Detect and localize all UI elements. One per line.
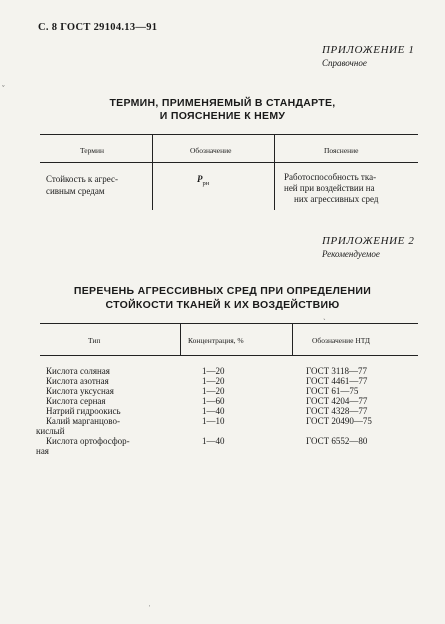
appendix2-title-line2: СТОЙКОСТИ ТКАНЕЙ К ИХ ВОЗДЕЙСТВИЮ (105, 299, 340, 311)
term-line1: Стойкость к агрес- (46, 174, 118, 184)
row-type: Кислота соляная (46, 366, 110, 376)
scan-speck: ˈ (148, 604, 151, 613)
row-ntd: ГОСТ 6552—80 (306, 436, 368, 446)
explanation-line2: ней при воздействии на (284, 183, 375, 193)
symbol-sub: рн (202, 179, 210, 187)
appendix2-title-line1: ПЕРЕЧЕНЬ АГРЕССИВНЫХ СРЕД ПРИ ОПРЕДЕЛЕНИИ (73, 285, 372, 297)
table1-col-term: Термин (80, 146, 105, 155)
row-concentration: 1—10 (202, 416, 225, 426)
appendix1-title-line1: ТЕРМИН, ПРИМЕНЯЕМЫЙ В СТАНДАРТЕ, (109, 97, 336, 109)
appendix2-status: Рекомендуемое (322, 249, 380, 259)
appendix1-label: ПРИЛОЖЕНИЕ 1 (322, 44, 415, 56)
table2-top-rule (40, 323, 418, 324)
table1-top-rule (40, 134, 418, 135)
page-header: С. 8 ГОСТ 29104.13—91 (38, 22, 158, 33)
scan-speck: ˏ (323, 311, 326, 320)
appendix2-label: ПРИЛОЖЕНИЕ 2 (322, 235, 415, 247)
table1-col-explanation: Пояснение (324, 146, 359, 155)
table2-header-rule (40, 355, 418, 356)
row-concentration: 1—20 (202, 386, 225, 396)
table2-col-divider-2 (292, 323, 293, 355)
table1-col-divider-1 (152, 134, 153, 210)
term-line2: сивным средам (46, 186, 105, 196)
row-type: Натрий гидроокись (46, 406, 121, 416)
explanation-line3: них агрессивных сред (294, 194, 379, 204)
row-type: Калий марганцово- (46, 416, 120, 426)
symbol (197, 174, 209, 189)
row-ntd: ГОСТ 61—75 (306, 386, 359, 396)
appendix1-title-line2: И ПОЯСНЕНИЕ К НЕМУ (159, 110, 286, 122)
scan-speck: ˇ (2, 84, 5, 93)
row-type-continued: кислый (36, 426, 65, 436)
row-concentration: 1—20 (202, 366, 225, 376)
row-concentration: 1—40 (202, 436, 225, 446)
row-concentration: 1—20 (202, 376, 225, 386)
row-ntd: ГОСТ 20490—75 (306, 416, 372, 426)
symbol-main: P (197, 174, 203, 184)
table1-col-symbol: Обозначение (190, 146, 232, 155)
explanation-line1: Работоспособность тка- (284, 172, 377, 182)
row-ntd: ГОСТ 4328—77 (306, 406, 368, 416)
row-ntd: ГОСТ 4204—77 (306, 396, 368, 406)
table2-col-type: Тип (88, 336, 101, 345)
row-type-continued: ная (36, 446, 49, 456)
table1-col-divider-2 (274, 134, 275, 210)
row-type: Кислота уксусная (46, 386, 114, 396)
row-ntd: ГОСТ 4461—77 (306, 376, 368, 386)
row-concentration: 1—60 (202, 396, 225, 406)
table2-col-concentration: Концентрация, % (188, 336, 244, 345)
row-type: Кислота серная (46, 396, 106, 406)
appendix1-status: Справочное (322, 58, 367, 68)
table2-col-ntd: Обозначение НТД (312, 336, 370, 345)
table2-col-divider-1 (180, 323, 181, 355)
row-concentration: 1—40 (202, 406, 225, 416)
table1-header-rule (40, 162, 418, 163)
row-type: Кислота ортофосфор- (46, 436, 130, 446)
row-ntd: ГОСТ 3118—77 (306, 366, 368, 376)
row-type: Кислота азотная (46, 376, 109, 386)
